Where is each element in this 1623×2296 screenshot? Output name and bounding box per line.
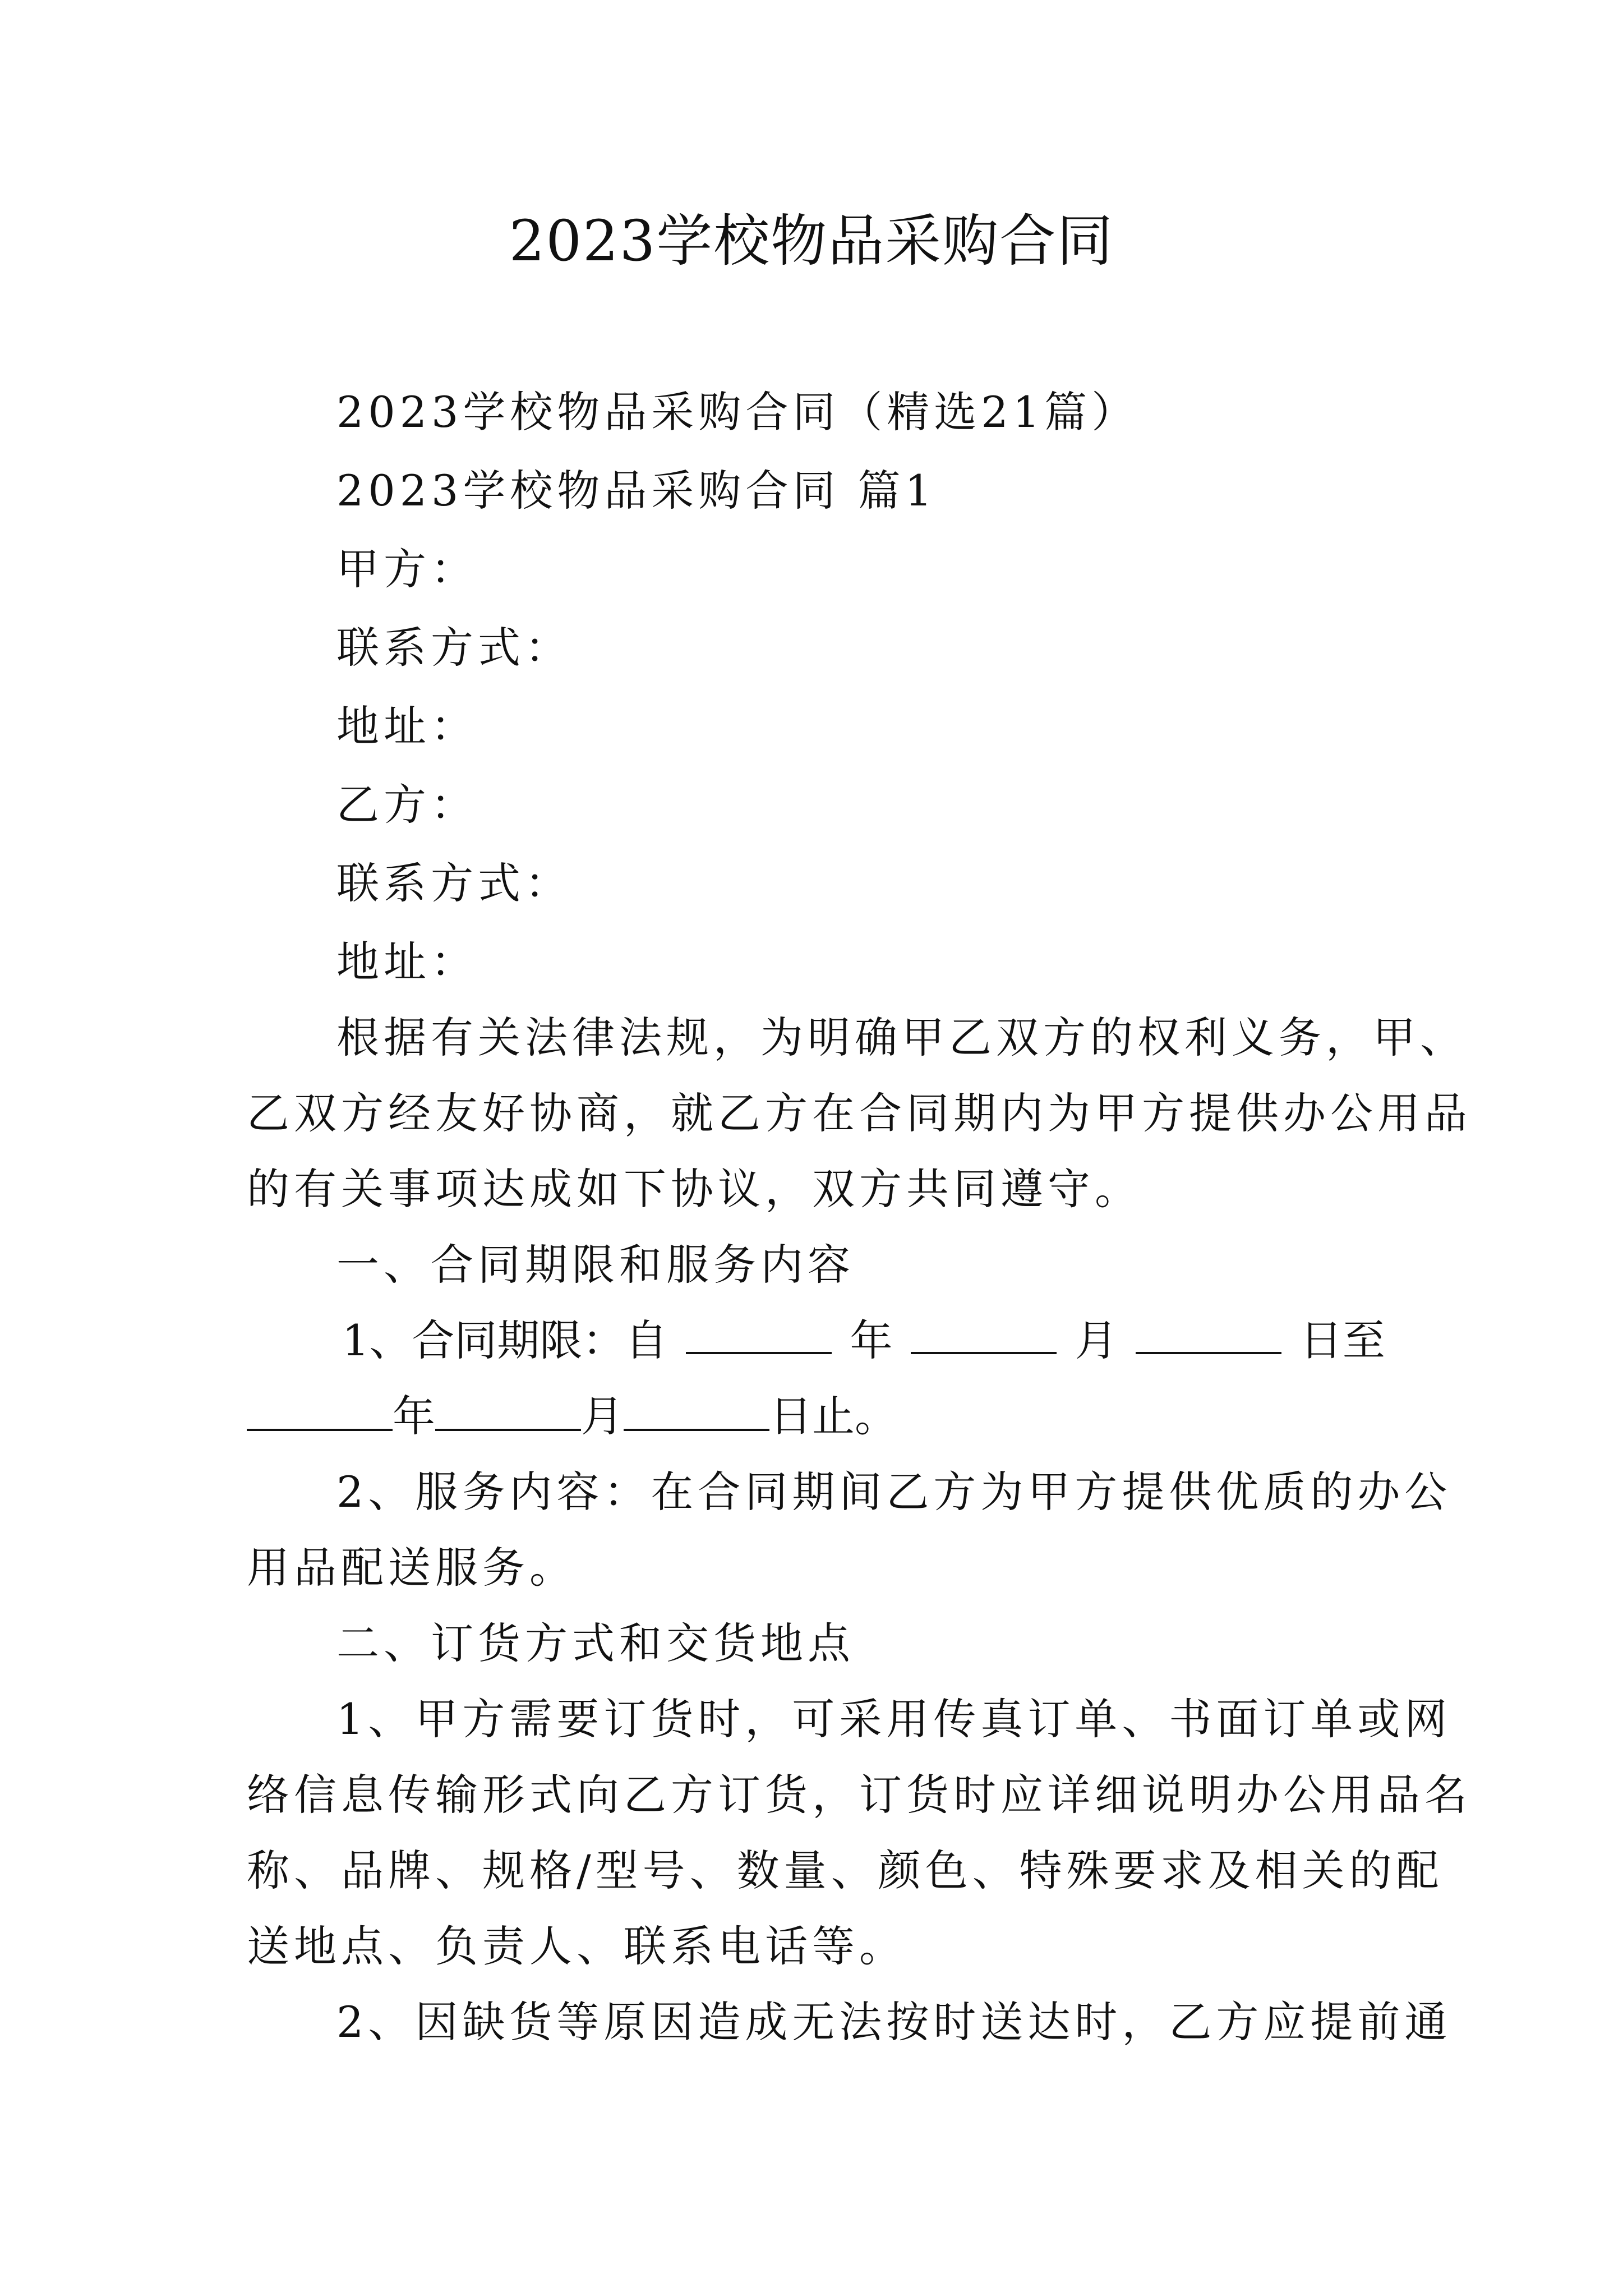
day-end-label: 日止。 <box>769 1391 897 1441</box>
intro-line-1: 根据有关法律法规，为明确甲乙双方的权利义务，甲、 <box>336 1013 1467 1062</box>
party-a-address: 地址： <box>336 701 478 751</box>
intro-line-2: 乙双方经友好协商，就乙方在合同期内为甲方提供办公用品 <box>247 1088 1472 1138</box>
start-day-blank[interactable] <box>1136 1313 1281 1354</box>
start-month-label: 月 <box>1075 1315 1118 1365</box>
term-prefix: 1、合同期限：自 <box>342 1315 668 1365</box>
day-to-label: 日至 <box>1299 1315 1385 1365</box>
end-day-blank[interactable] <box>624 1389 769 1431</box>
document-title: 2023学校物品采购合同 <box>509 208 1114 274</box>
section2-heading: 二、订货方式和交货地点 <box>336 1618 855 1668</box>
party-a-contact: 联系方式： <box>336 623 572 673</box>
section-heading: 2023学校物品采购合同 篇1 <box>336 466 937 516</box>
contract-term-line-2 <box>247 1388 897 1444</box>
end-month-label: 月 <box>581 1391 624 1441</box>
end-year-label: 年 <box>393 1391 435 1441</box>
party-b-label: 乙方： <box>336 780 478 830</box>
party-b-contact: 联系方式： <box>336 858 572 908</box>
end-month-blank[interactable] <box>435 1389 581 1431</box>
service-line-2: 用品配送服务。 <box>247 1543 577 1593</box>
clause1-line-4: 送地点、负责人、联系电话等。 <box>247 1921 906 1971</box>
contract-term-line-1 <box>342 1313 1385 1369</box>
clause2-line-1: 2、因缺货等原因造成无法按时送达时，乙方应提前通 <box>336 1997 1452 2047</box>
clause1-line-1: 1、甲方需要订货时，可采用传真订单、书面订单或网 <box>336 1694 1452 1744</box>
party-a-label: 甲方： <box>336 544 478 594</box>
service-line-1: 2、服务内容：在合同期间乙方为甲方提供优质的办公 <box>336 1467 1452 1517</box>
section1-heading: 一、合同期限和服务内容 <box>336 1240 855 1290</box>
start-month-blank[interactable] <box>911 1313 1057 1354</box>
subtitle: 2023学校物品采购合同（精选21篇） <box>336 387 1139 437</box>
intro-line-3: 的有关事项达成如下协议，双方共同遵守。 <box>247 1164 1142 1214</box>
party-b-address: 地址： <box>336 937 478 987</box>
clause1-line-2: 络信息传输形式向乙方订货，订货时应详细说明办公用品名 <box>247 1770 1472 1820</box>
end-year-blank[interactable] <box>247 1389 393 1431</box>
clause1-line-3: 称、品牌、规格/型号、数量、颜色、特殊要求及相关的配 <box>247 1846 1444 1895</box>
start-year-label: 年 <box>850 1315 893 1365</box>
start-year-blank[interactable] <box>686 1313 832 1354</box>
